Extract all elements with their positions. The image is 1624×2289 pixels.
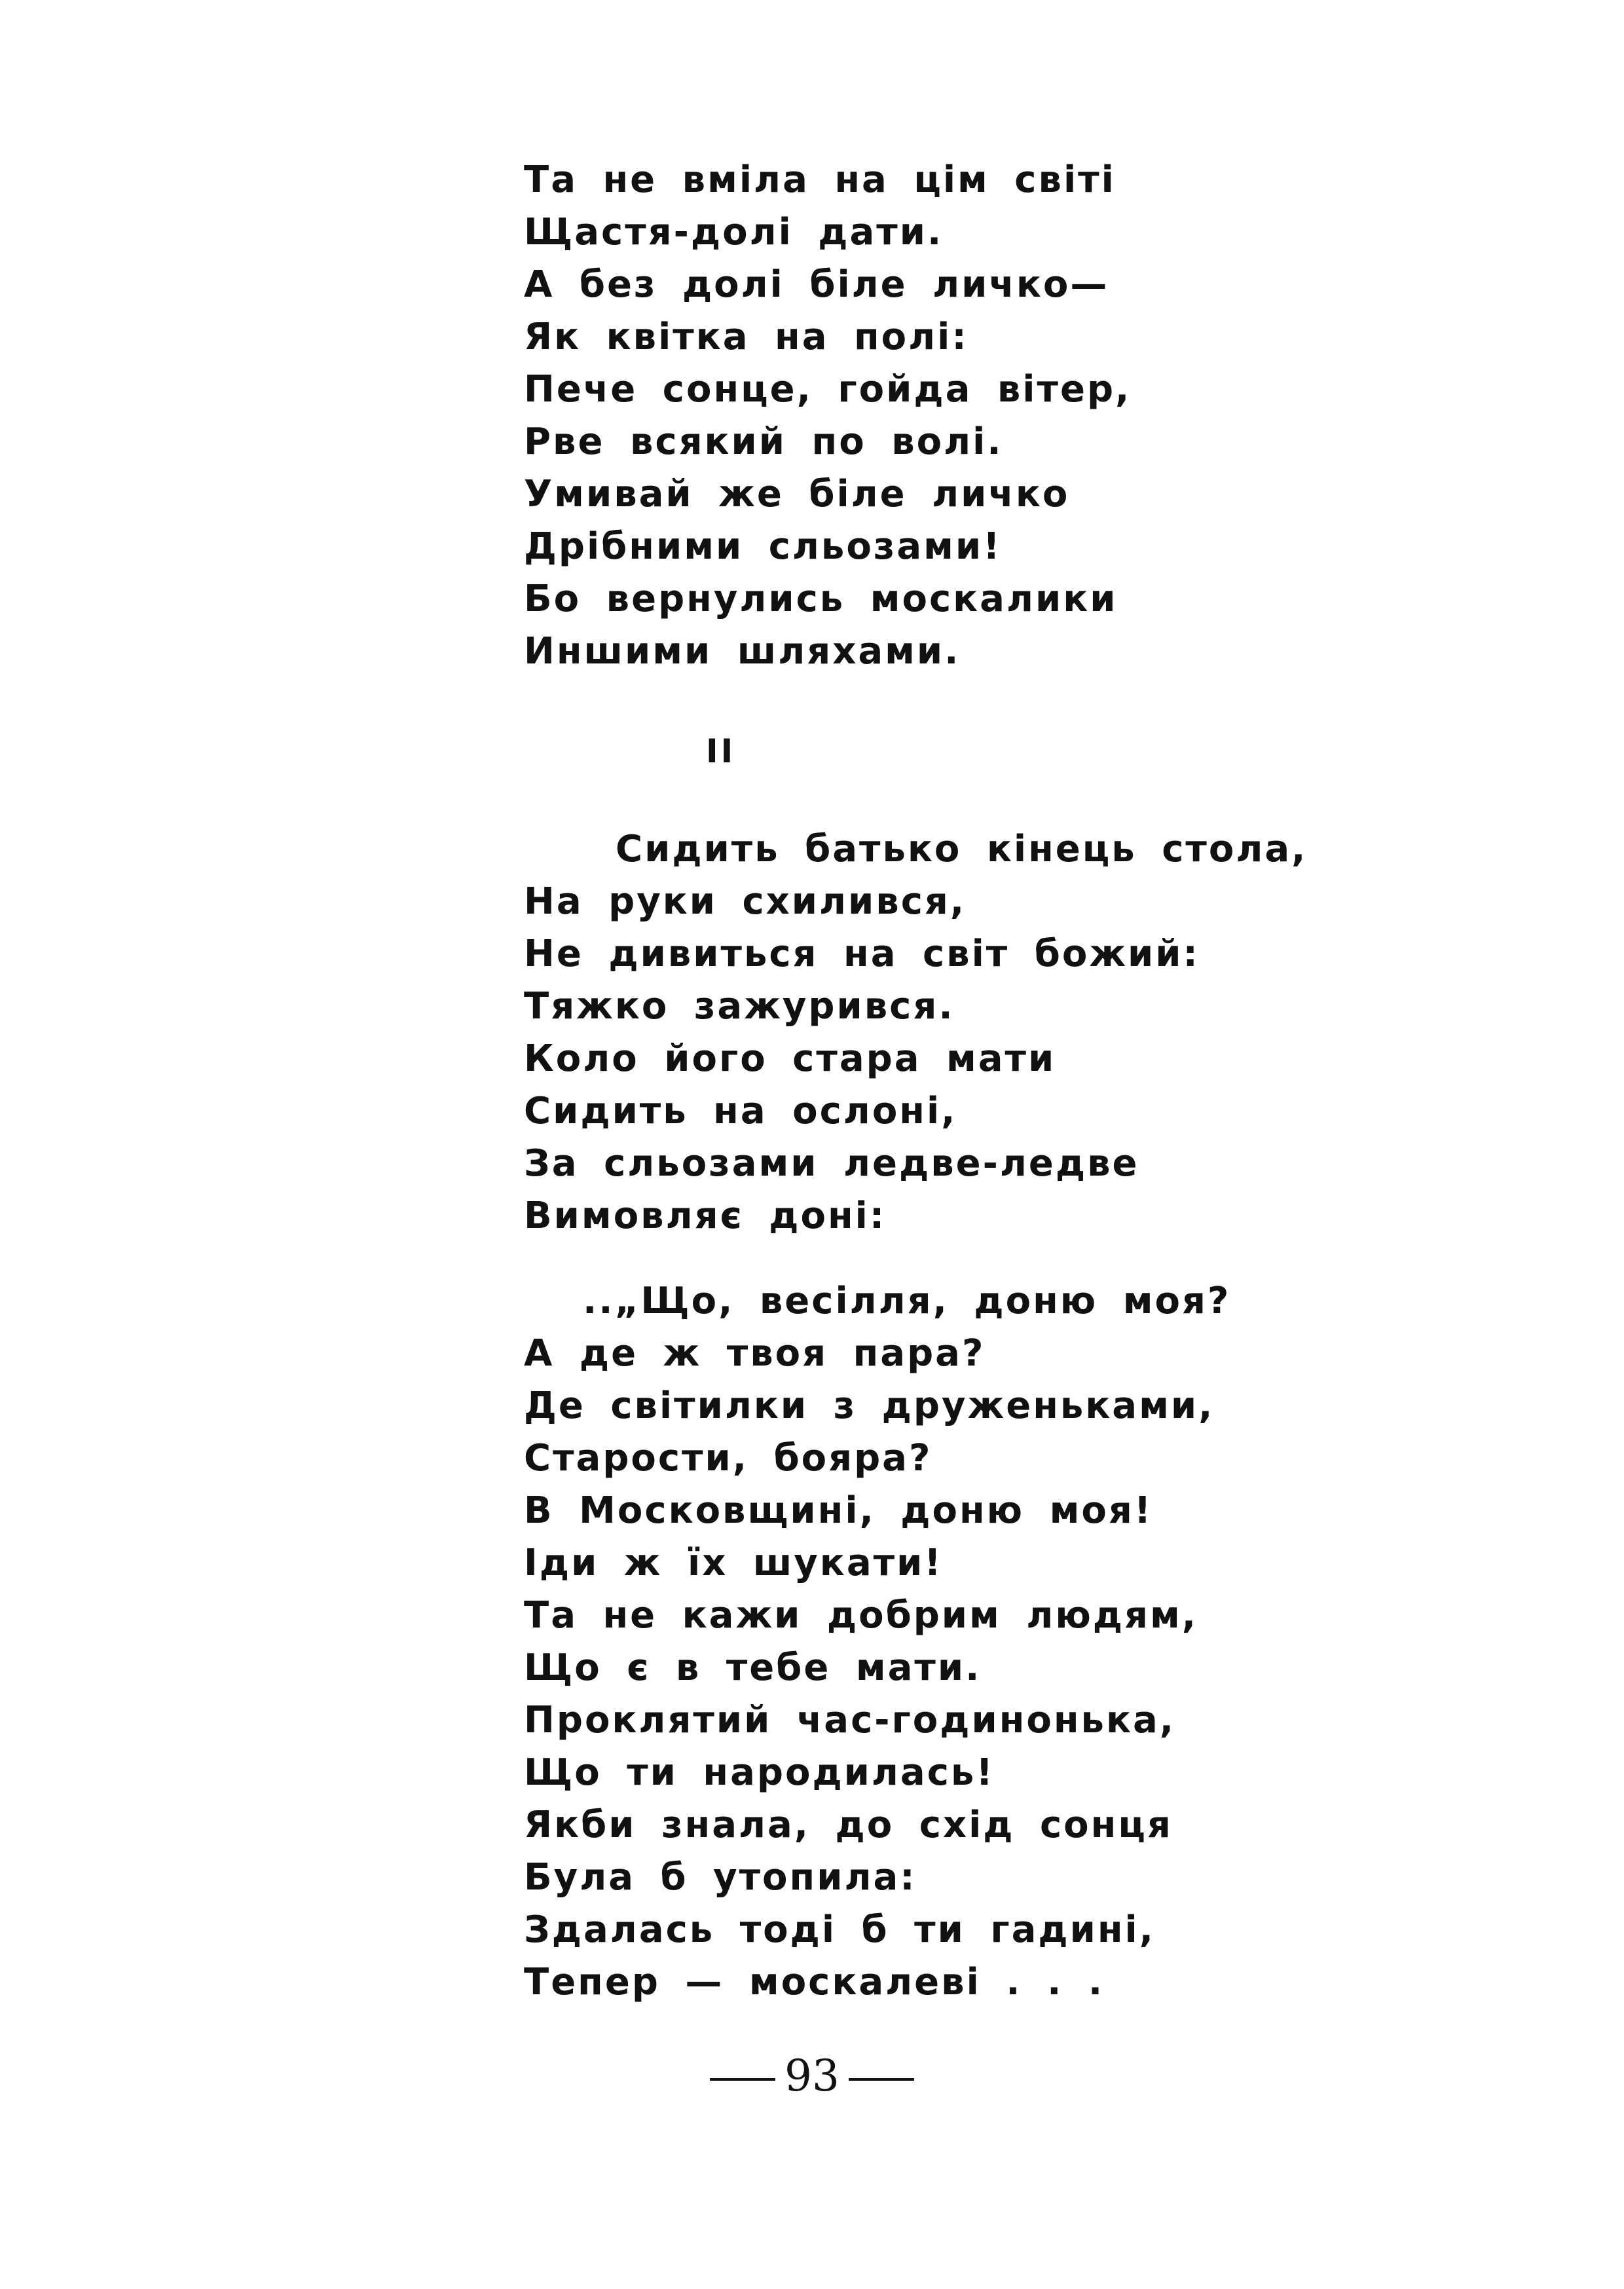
verse-line: Як квітка на полі:	[524, 316, 969, 358]
verse-line: Умивай же біле личко	[524, 473, 1070, 515]
verse-line: Иншими шляхами.	[524, 630, 961, 673]
verse-line: Та не кажи добрим людям,	[524, 1594, 1198, 1637]
verse-line: Що ти народилась!	[524, 1751, 995, 1794]
verse-line: Рве всякий по волі.	[524, 420, 1003, 463]
verse-line: Вимовляє доні:	[524, 1195, 887, 1237]
verse-line: Тепер — москалеві . . .	[524, 1961, 1105, 2003]
verse-line: На руки схилився,	[524, 880, 967, 923]
verse-line: Проклятий час-годинонька,	[524, 1699, 1176, 1741]
verse-line: Якби знала, до схід сонця	[524, 1804, 1173, 1846]
left-dash	[710, 2078, 775, 2081]
verse-line: Бо вернулись москалики	[524, 578, 1118, 620]
verse-line: Здалась тоді б ти гадині,	[524, 1908, 1156, 1951]
verse-line: Що є в тебе мати.	[524, 1647, 982, 1689]
verse-line: Тяжко зажурився.	[524, 985, 955, 1028]
verse-line: За сльозами ледве-ледве	[524, 1142, 1139, 1185]
right-dash	[849, 2078, 914, 2081]
verse-line: Дрібними сльозами!	[524, 525, 1002, 568]
verse-line: Іди ж їх шукати!	[524, 1542, 943, 1584]
stanza-3	[524, 1275, 1230, 2009]
verse-line: Та не вміла на цім світі	[524, 158, 1116, 201]
verse-line: А де ж твоя пара?	[524, 1332, 986, 1375]
verse-line: Щастя-долі дати.	[524, 211, 944, 253]
verse-line: Сидить батько кінець стола,	[616, 828, 1308, 870]
stanza-2	[524, 823, 1307, 1242]
verse-line: Не дивиться на світ божий:	[524, 933, 1200, 975]
page-number-footer	[0, 2050, 1624, 2102]
verse-line: Де світилки з друженьками,	[524, 1385, 1215, 1427]
verse-line: Сидить на ослоні,	[524, 1090, 957, 1132]
verse-line: А без долі біле личко—	[524, 263, 1109, 306]
verse-line: Старости, бояра?	[524, 1437, 932, 1479]
verse-line: Була б утопила:	[524, 1856, 917, 1899]
verse-line: Коло його стара мати	[524, 1037, 1056, 1080]
page-number: 93	[784, 2051, 840, 2101]
verse-line: ..„Що, весілля, доню моя?	[583, 1280, 1231, 1322]
verse-line: Пече сонце, гойда вітер,	[524, 368, 1132, 411]
stanza-1	[524, 154, 1131, 678]
verse-line: В Московщині, доню моя!	[524, 1489, 1153, 1532]
section-heading: II	[706, 732, 736, 770]
